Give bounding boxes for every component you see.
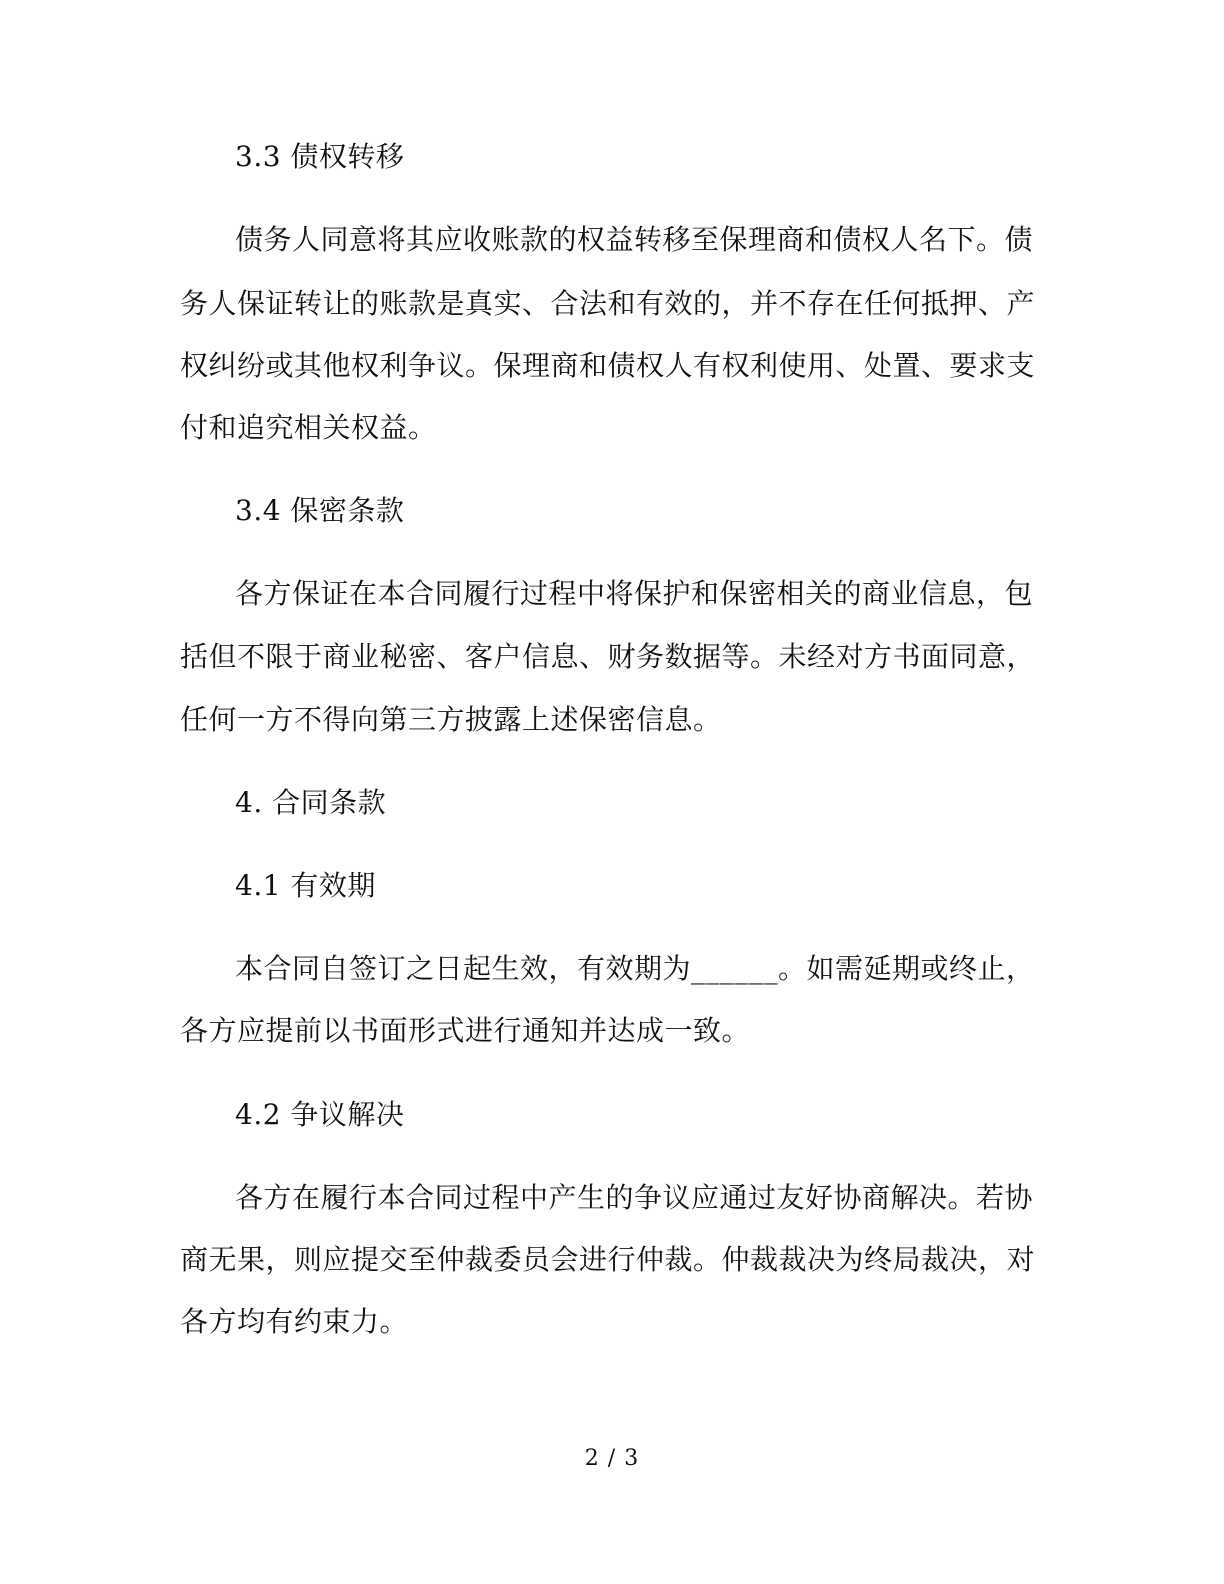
- section-heading-4-2: 4.2 争议解决: [235, 1098, 405, 1131]
- page-number: 2 / 3: [584, 1446, 640, 1471]
- paragraph-line: 本合同自签订之日起生效，有效期为______。如需延期或终止，: [235, 952, 1035, 985]
- paragraph-line: 各方均有约束力。: [180, 1305, 409, 1338]
- paragraph-line: 各方应提前以书面形式进行通知并达成一致。: [180, 1014, 751, 1047]
- paragraph-line: 括但不限于商业秘密、客户信息、财务数据等。未经对方书面同意，: [180, 640, 1036, 673]
- section-heading-4: 4. 合同条款: [235, 786, 387, 819]
- paragraph-line: 商无果，则应提交至仲裁委员会进行仲裁。仲裁裁决为终局裁决，对: [180, 1243, 1036, 1276]
- paragraph-line: 各方在履行本合同过程中产生的争议应通过友好协商解决。若协: [235, 1181, 1034, 1214]
- section-heading-3-4: 3.4 保密条款: [235, 494, 405, 527]
- paragraph-line: 务人保证转让的账款是真实、合法和有效的，并不存在任何抵押、产: [180, 287, 1036, 320]
- paragraph-line: 债务人同意将其应收账款的权益转移至保理商和债权人名下。债: [235, 223, 1034, 256]
- section-heading-3-3: 3.3 债权转移: [235, 140, 405, 173]
- section-heading-4-1: 4.1 有效期: [235, 869, 376, 902]
- paragraph-line: 付和追究相关权益。: [180, 411, 437, 444]
- paragraph-line: 权纠纷或其他权利争议。保理商和债权人有权利使用、处置、要求支: [180, 349, 1036, 382]
- paragraph-line: 任何一方不得向第三方披露上述保密信息。: [180, 703, 722, 736]
- paragraph-line: 各方保证在本合同履行过程中将保护和保密相关的商业信息，包: [235, 577, 1034, 610]
